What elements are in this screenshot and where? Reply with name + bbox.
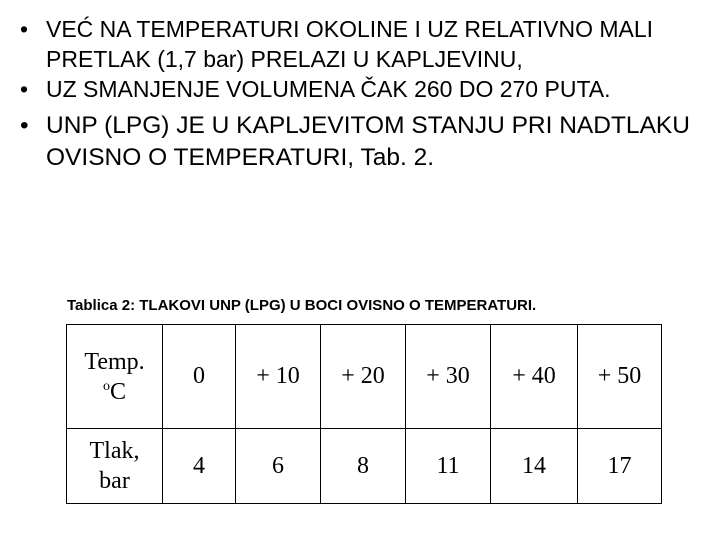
bullet-text: UZ SMANJENJE VOLUMENA ČAK 260 DO 270 PUTA. (46, 76, 611, 102)
degree-sign: o (102, 378, 110, 394)
temperature-cell: + 40 (491, 325, 578, 429)
pressure-cell: 17 (578, 429, 662, 504)
pressure-cell: 4 (163, 429, 236, 504)
bullet-text: VEĆ NA TEMPERATURI OKOLINE I UZ RELATIVNO MALI PRETLAK (1,7 bar) PRELAZI U KAPLJEVINU, (46, 16, 654, 72)
temperature-cell: 0 (163, 325, 236, 429)
row-header-temperature (67, 325, 163, 429)
bullet-item (20, 74, 710, 104)
row-header-pressure (67, 429, 163, 504)
table-row-temperature (67, 325, 662, 429)
pressure-cell: 14 (491, 429, 578, 504)
temperature-cell: + 30 (406, 325, 491, 429)
bullet-marker: • (20, 112, 29, 139)
pressure-cell: 8 (321, 429, 406, 504)
bullet-item (20, 14, 710, 74)
pressure-table (66, 324, 662, 504)
pressure-cell: 11 (406, 429, 491, 504)
row-header-unit: bar (99, 468, 130, 494)
temperature-cell: + 20 (321, 325, 406, 429)
row-header-label: Temp. (84, 348, 145, 375)
temperature-cell: + 50 (578, 325, 662, 429)
table-caption: Tablica 2: TLAKOVI UNP (LPG) U BOCI OVISNO O TEMPERATURI. (67, 297, 537, 314)
bullet-list (20, 14, 710, 174)
bullet-text: UNP (LPG) JE U KAPLJEVITOM STANJU PRI NADTLAKU OVISNO O TEMPERATURI, Tab. 2. (46, 112, 690, 171)
bullet-marker: • (20, 16, 29, 42)
bullet-item (20, 110, 710, 174)
row-header-unit: C (109, 378, 126, 405)
table-row-pressure (67, 429, 662, 504)
bullet-marker: • (20, 76, 29, 102)
temperature-cell: + 10 (236, 325, 321, 429)
row-header-label: Tlak, (89, 438, 140, 464)
pressure-cell: 6 (236, 429, 321, 504)
